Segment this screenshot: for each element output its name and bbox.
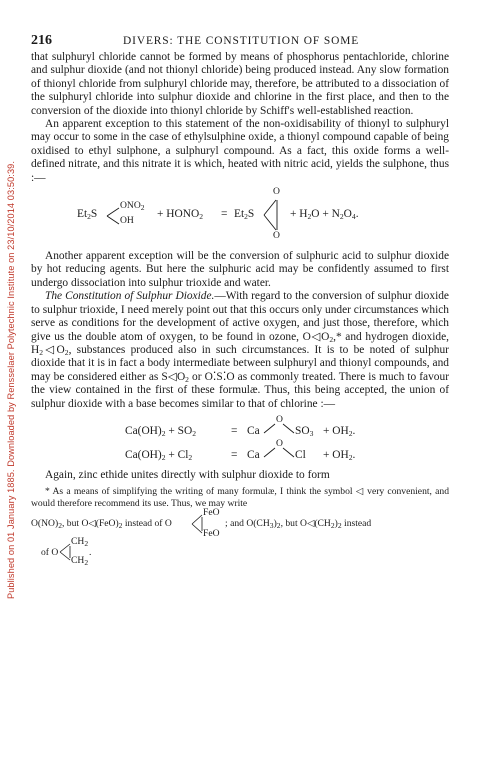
eq1-branch-lines bbox=[106, 205, 120, 227]
footnote-formula-part2: ; and $O(CH_3)_2$, but $O◁(CH_2)_2$ instead bbox=[225, 518, 372, 531]
eq2-equals: = bbox=[231, 424, 238, 437]
eq1-ring-o-top: O bbox=[273, 186, 280, 198]
paragraph-4: The Constitution of Sulphur Dioxide.—With regard to the conversion of sulphur dioxide to sulphur trioxide, I need merely point out that this occurs only under circumstances which serve as conditions for the development of active oxygen, and just those, therefore, which give us the double atom of oxygen, to be found in ozone, $O◁O_2,*$ and hydrogen dioxide, $H_2◁O_2$, substances produced also in such circumstances. It is to be noted of sulphur dioxide that it is in fact a body intermediate between sulphuryl and thionyl compounds, and may be considered either as $S◁O_2$ or O⁚S⁚O as commonly treated. There is much to favour the view contained in the first of these formulæ. Thus, this being accepted, the union of sulphur dioxide with a base becomes similar to that of chlorine :— bbox=[31, 290, 449, 410]
footnote-of-o: of O bbox=[41, 547, 59, 559]
eq1-nitric-acid: + $HONO_2$ bbox=[157, 208, 203, 222]
eq1-ring-lines bbox=[262, 197, 282, 233]
equation-sulphur-dioxide bbox=[31, 413, 449, 441]
footnote-feo-bottom: FeO bbox=[203, 528, 220, 540]
download-watermark-text: Published on 01 January 1885. Downloaded by Rensselaer Polytechnic Institute on 23/10/2014 03:50:39. bbox=[6, 160, 16, 600]
paragraph-3: Another apparent exception will be the conversion of sulphuric acid to sulphur dioxide by hot reducing agents. But here the sulphuric acid may be confidently assumed to first undergo dissociation into sulphur trioxide and water. bbox=[31, 250, 449, 289]
eq2-bridge-o: O bbox=[276, 413, 283, 425]
footnote-feo-top: FeO bbox=[203, 507, 220, 519]
eq2-lhs: $Ca(OH)_2 + SO_2$ bbox=[125, 424, 196, 438]
footnote-formula-line bbox=[31, 507, 449, 540]
eq1-rhs: $Et_2S$ bbox=[234, 208, 255, 222]
eq1-ring-o-bottom: O bbox=[273, 230, 280, 242]
equation-nitrate bbox=[31, 188, 449, 244]
eq2-ca: Ca bbox=[247, 424, 260, 437]
eq2-bridge-lines bbox=[263, 421, 295, 435]
eq2-so3: $SO_3$ bbox=[295, 424, 314, 438]
eq3-equals: = bbox=[231, 448, 238, 461]
eq2-tail: + $OH_2$. bbox=[323, 424, 356, 438]
footnote-end: . bbox=[89, 547, 92, 559]
footnote-formula-line-2 bbox=[31, 536, 449, 566]
footnote bbox=[31, 486, 449, 566]
paragraph-5: Again, zinc ethide unites directly with sulphur dioxide to form bbox=[45, 468, 330, 481]
eq3-ca: Ca bbox=[247, 448, 260, 461]
paragraph-1: that sulphuryl chloride cannot be formed by means of phosphorus pentachloride, chlorine and sulphur dioxide (and not thionyl chloride) being produced instead. Any slow formation of thionyl chloride from sulphuryl chloride may, therefore, be attributed to a dissociation of the sulphuryl chloride into sulphur dioxide and chlorine in the first place, and then to the conversion of the dioxide into thionyl chloride by Schiff's well-established reaction. bbox=[31, 51, 449, 117]
footnote-text: * As a means of simplifying the writing of many formulæ, I think the symbol ◁ very convenient, and would therefore recommend its use. Thus, we may write bbox=[31, 486, 449, 510]
section-title: The Constitution of Sulphur Dioxide. bbox=[45, 290, 215, 303]
download-watermark bbox=[0, 20, 22, 740]
page-header bbox=[31, 33, 449, 51]
eq1-lhs: $Et_2S$ bbox=[77, 208, 98, 222]
footnote-ch-top: $CH_2$ bbox=[71, 536, 89, 549]
eq3-bridge-lines bbox=[263, 445, 295, 459]
eq3-lhs: $Ca(OH)_2 + Cl_2$ bbox=[125, 448, 193, 462]
footnote-feo-branch bbox=[191, 512, 203, 536]
eq3-cl: Cl bbox=[295, 448, 306, 461]
journal-page bbox=[31, 33, 449, 566]
running-head: DIVERS: THE CONSTITUTION OF SOME bbox=[123, 35, 360, 47]
eq1-upper-group: $ONO_2$ bbox=[120, 200, 145, 213]
footnote-ch-bottom: $CH_2$ bbox=[71, 555, 89, 568]
eq3-bridge-o: O bbox=[276, 437, 283, 449]
eq1-products: + $H_2O + N_2O_4$. bbox=[290, 208, 359, 222]
footnote-formula-part1: $O(NO)_2$, but $O◁(FeO)_2$ instead of O bbox=[31, 518, 172, 531]
eq1-equals: = bbox=[221, 208, 228, 221]
eq1-lower-group: OH bbox=[120, 215, 134, 227]
equation-chlorine bbox=[31, 437, 449, 465]
eq3-tail: + $OH_2$. bbox=[323, 448, 356, 462]
footnote-ch-branch bbox=[59, 541, 71, 563]
page-number: 216 bbox=[31, 33, 52, 48]
paragraph-2: An apparent exception to this statement of the non-oxidisability of thionyl to sulphuryl may occur to some in the case of ethylsulphine oxide, a thionyl compound capable of being oxidised to ethyl sulphone, a sulphuryl compound. As a fact, this oxide forms a well-defined nitrate, and this nitrate it is which, heated with nitric acid, yields the sulphone, thus :— bbox=[31, 118, 449, 184]
